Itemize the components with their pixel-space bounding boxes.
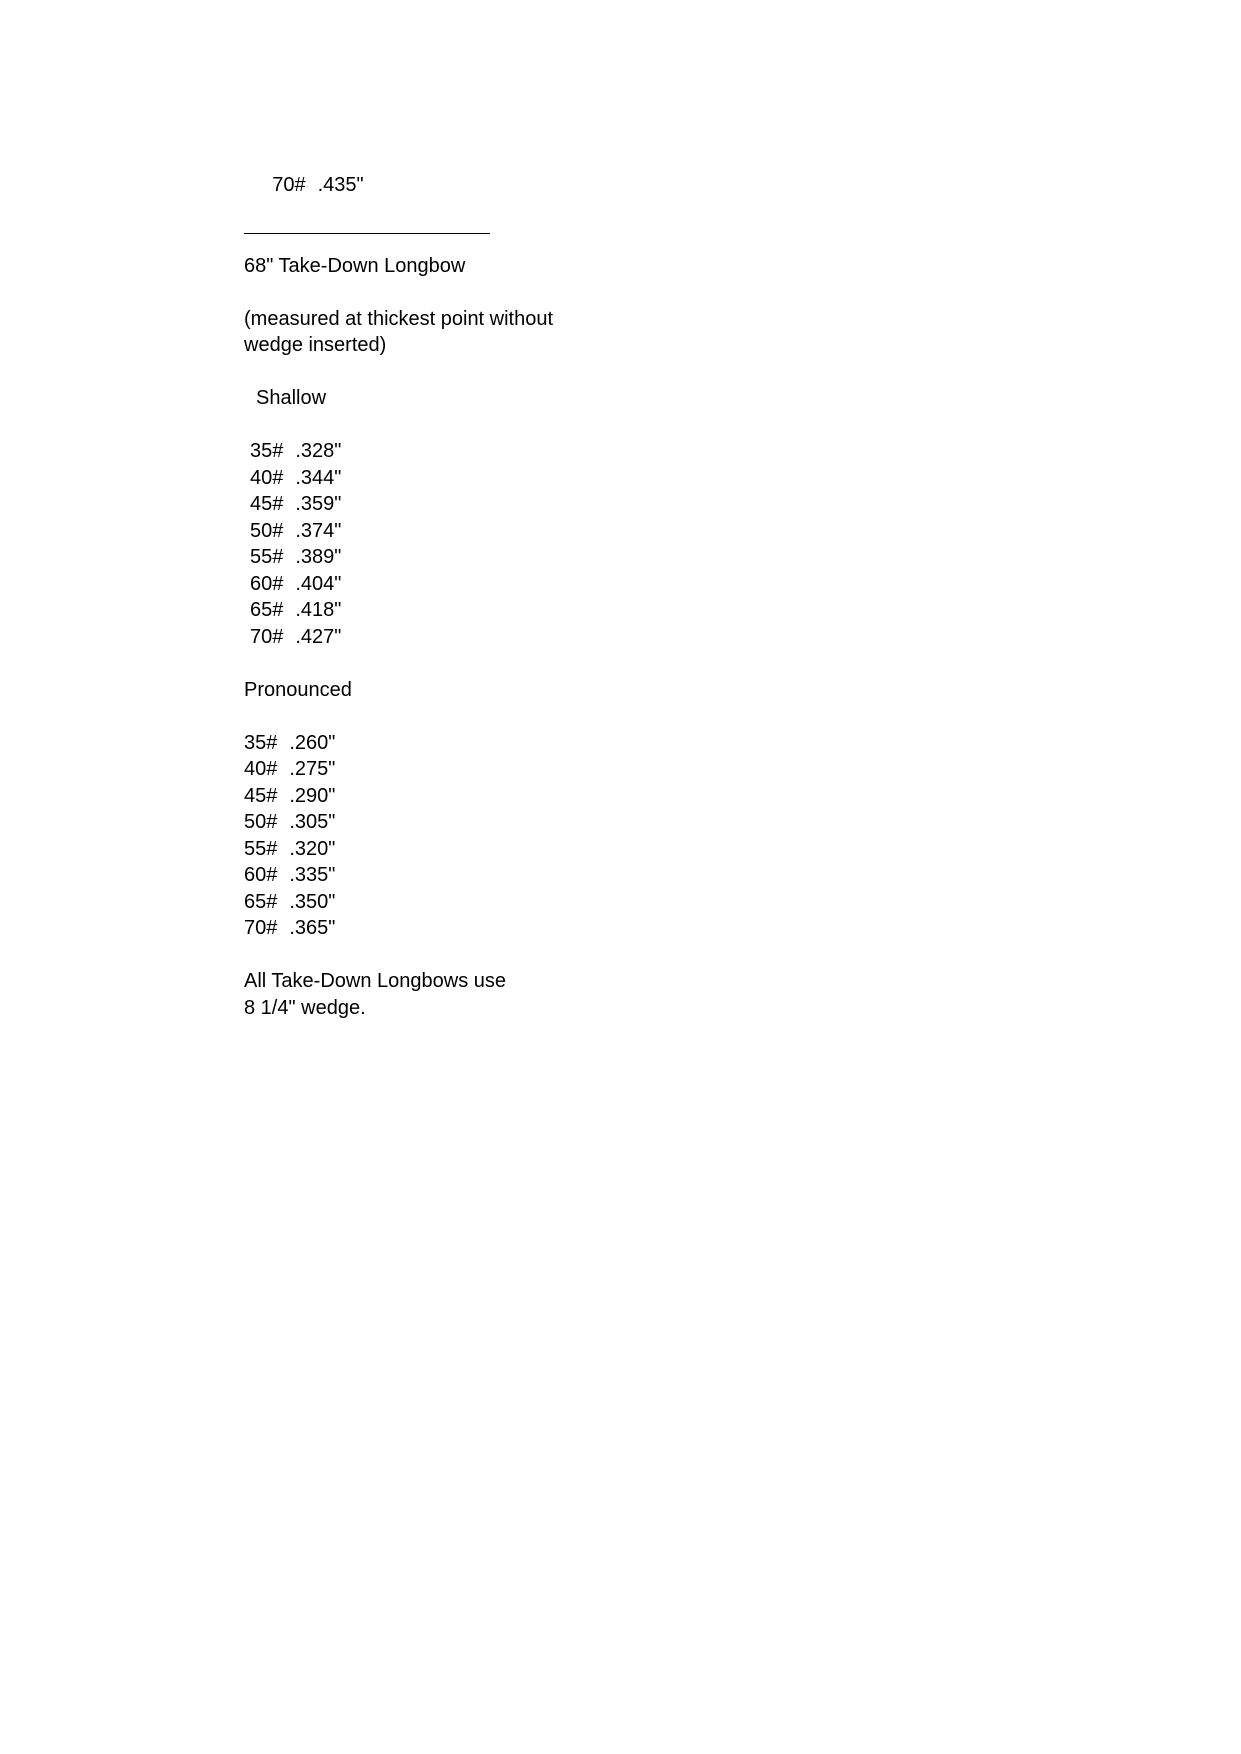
- top-entry-weight: 70#: [272, 173, 306, 196]
- row-value: .260": [289, 731, 336, 754]
- list-item: [244, 491, 944, 518]
- row-weight: 45#: [244, 784, 278, 807]
- list-item: [244, 465, 944, 492]
- list-item: [244, 518, 944, 545]
- note-line-2: wedge inserted): [244, 334, 387, 356]
- row-weight: 35#: [250, 440, 284, 462]
- row-weight: 40#: [244, 758, 278, 780]
- row-value: .350": [289, 890, 336, 913]
- list-item: [244, 915, 944, 942]
- list-item: [244, 544, 944, 571]
- row-weight: 65#: [244, 890, 278, 913]
- row-weight: 40#: [250, 466, 284, 489]
- row-value: .374": [295, 519, 342, 542]
- row-value: .328": [295, 440, 342, 462]
- row-weight: 60#: [244, 864, 278, 886]
- row-weight: 65#: [250, 599, 284, 621]
- row-value: .335": [289, 864, 336, 886]
- top-entry-value: .435": [317, 173, 364, 196]
- row-value: .404": [295, 572, 342, 595]
- list-item: [244, 597, 944, 624]
- list-item: [244, 862, 944, 889]
- row-weight: 35#: [244, 731, 278, 754]
- list-item: [244, 730, 944, 757]
- list-item: [244, 889, 944, 916]
- row-weight: 50#: [250, 519, 284, 542]
- list-item: [244, 783, 944, 810]
- row-weight: 50#: [244, 811, 278, 833]
- row-weight: 55#: [250, 546, 284, 568]
- row-value: .418": [295, 599, 342, 621]
- note-line-1: (measured at thickest point without: [244, 307, 554, 330]
- shallow-heading: Shallow: [256, 387, 327, 409]
- pronounced-heading: Pronounced: [244, 678, 352, 701]
- row-value: .290": [289, 784, 336, 807]
- pronounced-list: [244, 730, 944, 942]
- row-value: .359": [295, 493, 342, 515]
- horizontal-rule: [244, 233, 490, 234]
- row-weight: 60#: [250, 572, 284, 595]
- list-item: [244, 571, 944, 598]
- document-page: [244, 145, 944, 1021]
- footer-line-2: 8 1/4" wedge.: [244, 996, 366, 1019]
- list-item: [244, 438, 944, 465]
- row-value: .275": [289, 758, 336, 780]
- list-item: [244, 624, 944, 651]
- row-value: .320": [289, 837, 336, 860]
- shallow-list: [244, 438, 944, 650]
- top-entry: [244, 145, 944, 225]
- section-title: 68" Take-Down Longbow: [244, 254, 466, 277]
- row-value: .365": [289, 917, 336, 939]
- row-value: .427": [295, 625, 342, 648]
- footer-line-1: All Take-Down Longbows use: [244, 970, 507, 992]
- list-item: [244, 756, 944, 783]
- row-weight: 70#: [244, 917, 278, 939]
- row-value: .389": [295, 546, 342, 568]
- row-value: .344": [295, 466, 342, 489]
- list-item: [244, 836, 944, 863]
- row-weight: 45#: [250, 493, 284, 515]
- list-item: [244, 809, 944, 836]
- row-weight: 55#: [244, 837, 278, 860]
- row-weight: 70#: [250, 625, 284, 648]
- row-value: .305": [289, 811, 336, 833]
